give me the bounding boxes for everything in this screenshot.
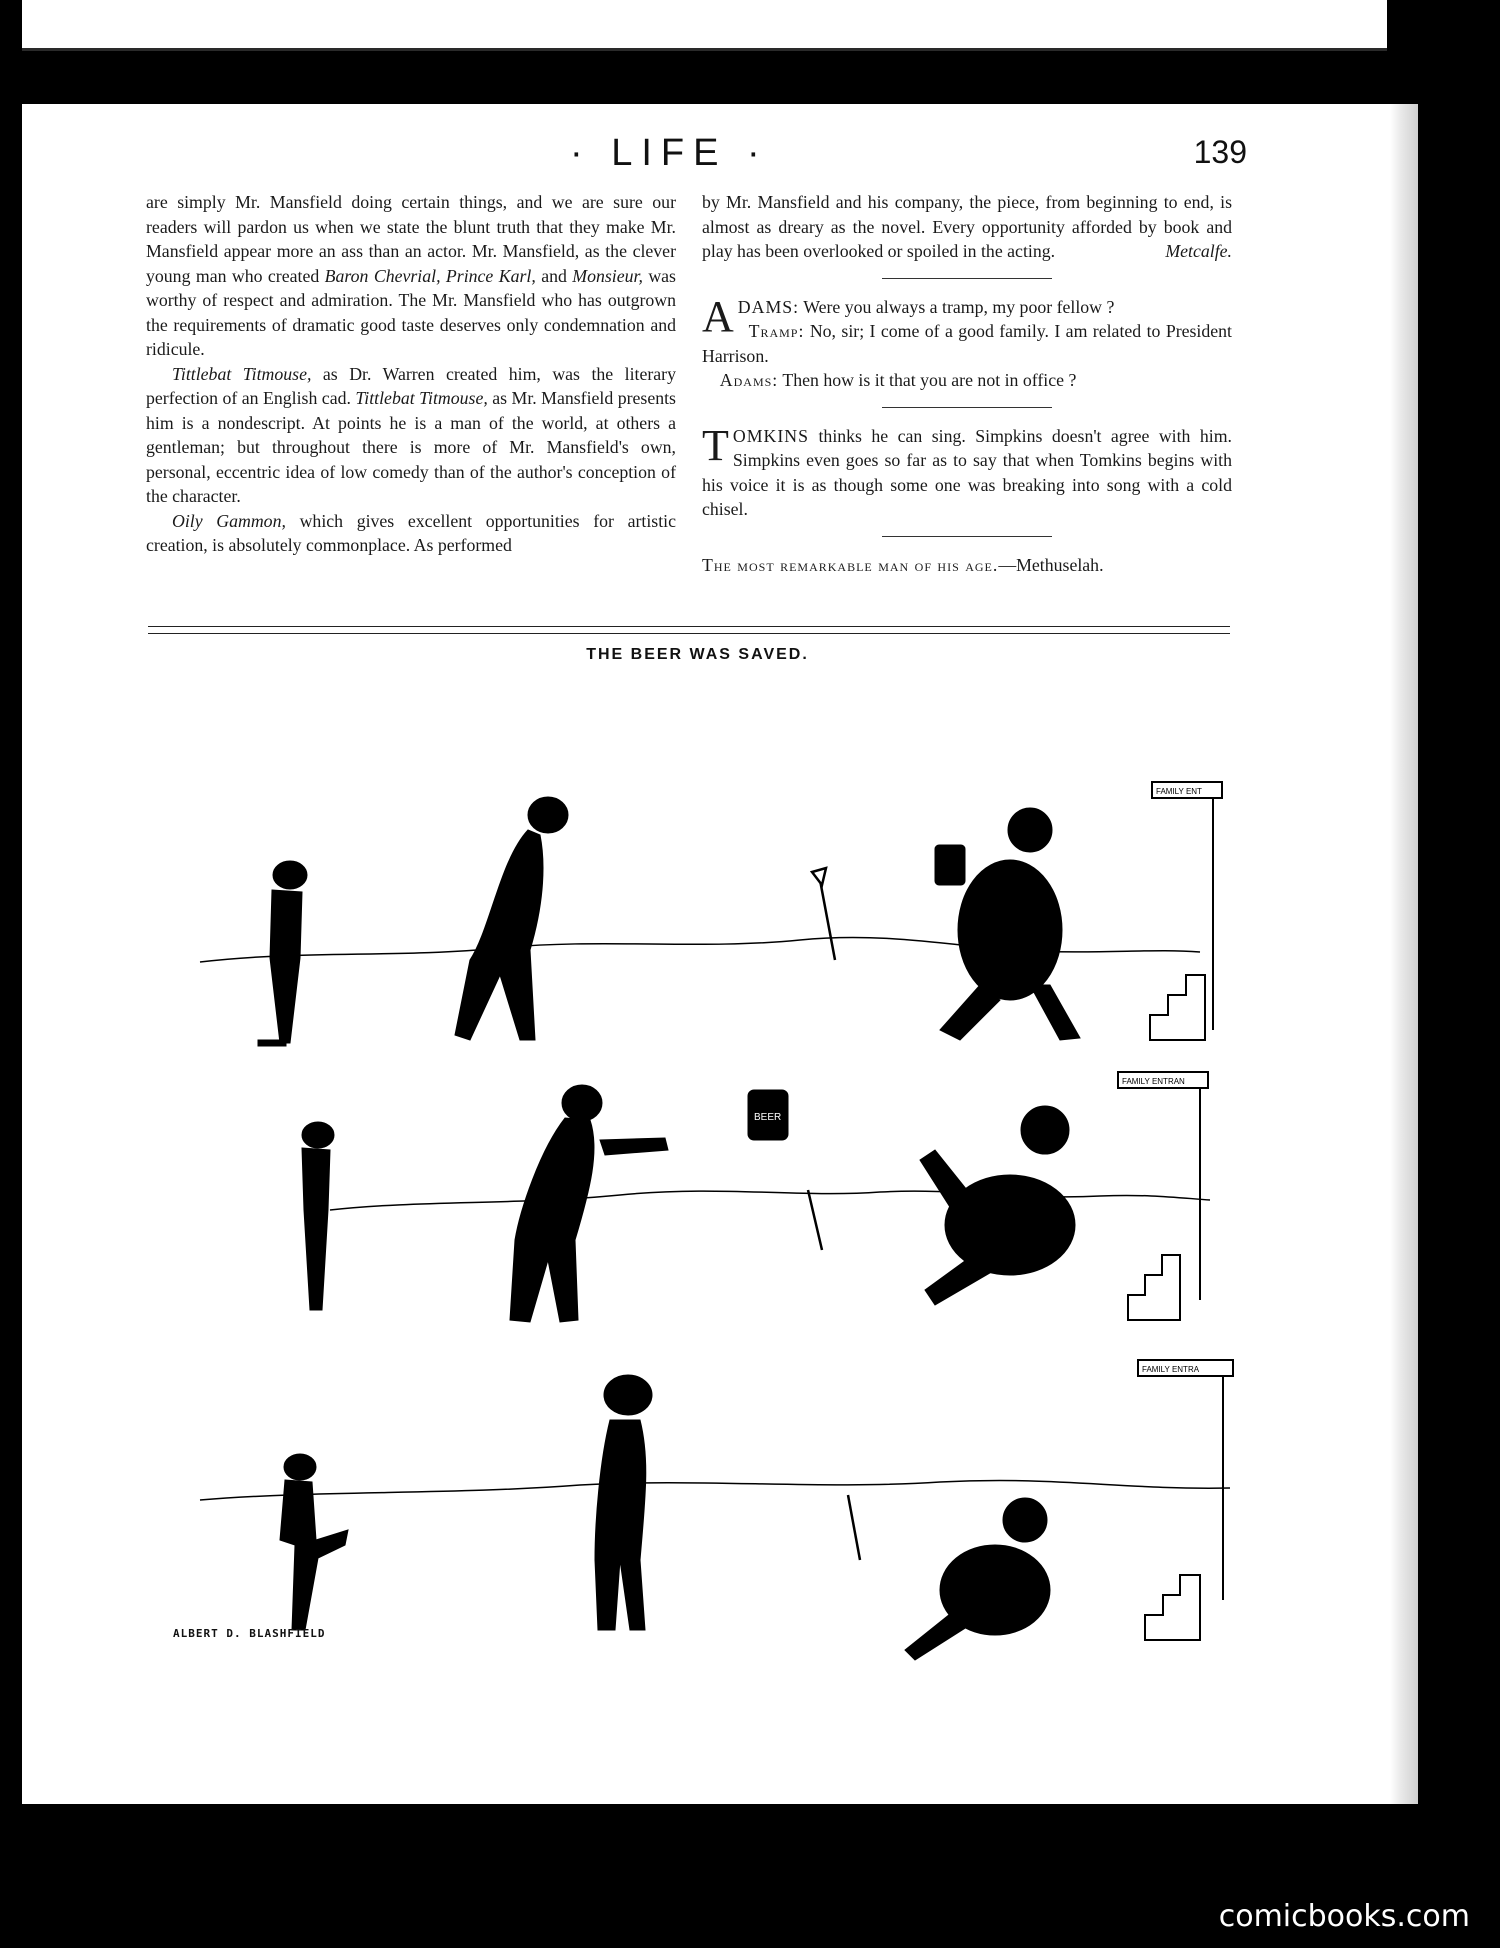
fat-man-falling [920,1106,1075,1305]
review-signature: Metcalfe. [1165,241,1232,261]
small-man-panel-1 [258,861,307,1046]
masthead: · LIFE · [570,132,769,174]
ground-line-2 [330,1191,1210,1210]
adams-tramp-joke: ADAMS: Were you always a tramp, my poor fellow ? Tramp: No, sir; I come of a good family. I am related to President Harrison. Adams: Then how is it that you are not in office ? [702,291,1232,390]
sign-text-1: FAMILY ENT [1156,787,1202,796]
drop-cap-a: A [702,291,734,341]
small-man-panel-2 [302,1122,334,1310]
pitcher-label: BEER [754,1112,782,1123]
fat-man-panel-1 [940,808,1080,1040]
drop-cap-t: T [702,420,729,470]
watermark-brand: comicbooks.com [1218,1899,1470,1934]
shovel-panel-1 [812,868,835,960]
tramp-panel-2 [510,1085,668,1322]
small-man-kicking [280,1454,348,1630]
cartoon-title: THE BEER WAS SAVED. [586,646,809,663]
steps-panel-1 [1150,975,1205,1040]
tomkins-joke: TOMKINS thinks he can sing. Simpkins doesn't agree with him. Simpkins even goes so far as to say that when Tomkins begins with his voice it is as though some one was breaking into song with a cold chisel. [702,420,1232,519]
artist-signature: ALBERT D. BLASHFIELD [173,1627,326,1640]
tramp-drinking [595,1375,652,1630]
ground-line-3 [200,1480,1230,1500]
shovel-panel-2 [808,1190,822,1250]
review-paragraph-2: Tittlebat Titmouse, as Dr. Warren created him, was the literary perfection of an English cad. Tittlebat Titmouse, as Mr. Mansfield presents him is a nondescript. At points he is a man of the world, at others a gentleman; but throughout there is more of Mr. Mansfield's own, personal, eccentric idea of low comedy than of the author's conception of the character. [146,363,676,506]
signpost-panel-3 [1138,1360,1233,1600]
steps-panel-3 [1145,1575,1200,1640]
page-number: 139 [1193,134,1247,170]
sign-text-2: FAMILY ENTRAN [1122,1077,1185,1086]
shovel-panel-3 [848,1495,860,1560]
review-paragraph-1: are simply Mr. Mansfield doing certain things, and we are sure our readers will pardon us when we state the blunt truth that they make Mr. Mansfield appear more an ass than an actor. Mr. Mansfield, as the clever young man who created Baron Chevrial, Prince Karl, and Monsieur, was worthy of respect and admiration. The Mr. Mansfield who has outgrown the requirements of dramatic good taste deserves only condemnation and ridicule. [146,192,676,359]
methuselah-joke: The most remarkable man of his age.—Methuselah. [702,554,1104,575]
fat-man-sitting [905,1498,1050,1660]
sign-text-3: FAMILY ENTRA [1142,1365,1200,1374]
steps-panel-2 [1128,1255,1180,1320]
review-conclusion: by Mr. Mansfield and his company, the piece, from beginning to end, is almost as dreary as the novel. Every opportunity afforded by book and play has been overlooked or spoiled in the acting. [702,192,1232,261]
beer-pitcher-panel-1 [935,845,965,885]
tramp-panel-1 [455,797,568,1040]
review-paragraph-3: Oily Gammon, which gives excellent opportunities for artistic creation, is absolutely commonplace. As performed [146,510,676,555]
